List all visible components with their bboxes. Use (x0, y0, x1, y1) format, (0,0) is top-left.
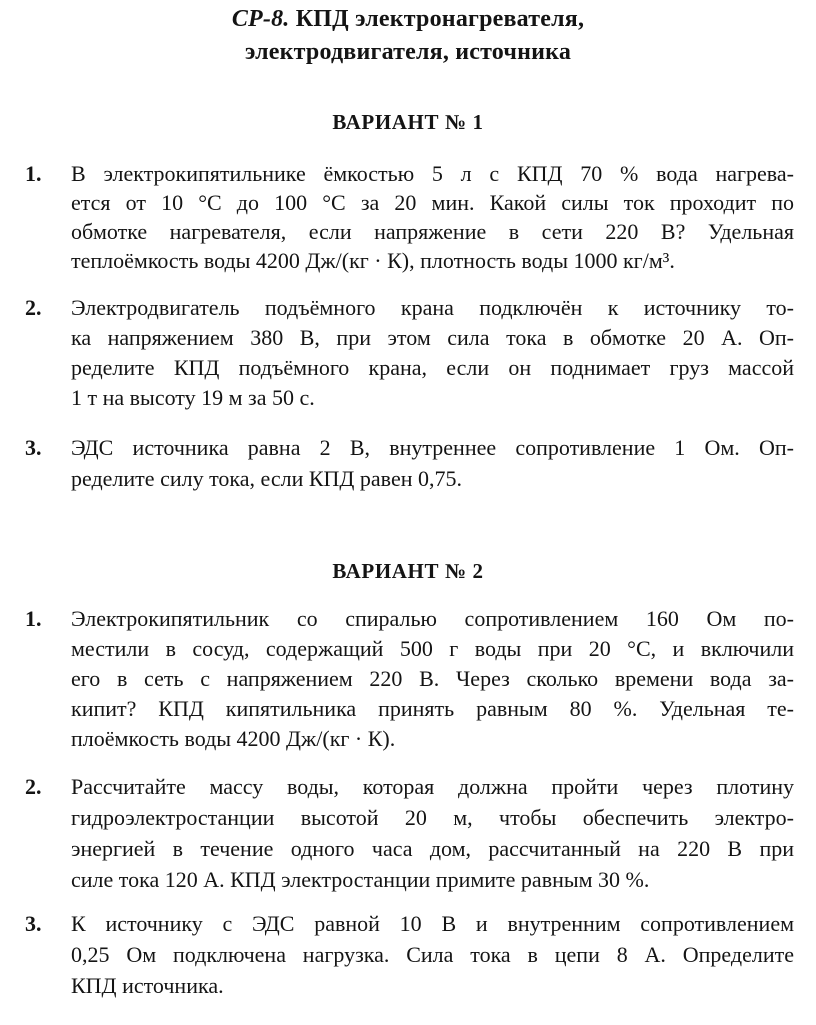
problem-text-line: энергией в течение одного часа дом, рассчитанный на 220 В при (71, 836, 794, 861)
problem-text-line: ка напряжением 380 В, при этом сила тока в обмотке 20 А. Оп- (71, 325, 794, 350)
problem-text-line: кипит? КПД кипятильника принять равным 80 %. Удельная те- (71, 696, 794, 721)
problem-text-line: его в сеть с напряжением 220 В. Через сколько времени вода за- (71, 666, 794, 691)
problem-text-line: теплоёмкость воды 4200 Дж/(кг · К), плотность воды 1000 кг/м³. (71, 248, 675, 273)
problem-text-line: ется от 10 °С до 100 °С за 20 мин. Какой силы ток проходит по (71, 190, 794, 215)
problem-text-line: ЭДС источника равна 2 В, внутреннее сопротивление 1 Ом. Оп- (71, 435, 794, 460)
variant-heading-1: ВАРИАНТ № 1 (332, 110, 484, 134)
problem-text-line: плоёмкость воды 4200 Дж/(кг · К). (71, 726, 396, 751)
problem-number: 1. (25, 161, 42, 186)
problem-text-line: В электрокипятильнике ёмкостью 5 л с КПД 70 % вода нагрева- (71, 161, 794, 186)
problem-text-line: обмотке нагревателя, если напряжение в сети 220 В? Удельная (71, 219, 794, 244)
problem-text-line: гидроэлектростанции высотой 20 м, чтобы обеспечить электро- (71, 805, 794, 830)
problem-text-line: силе тока 120 А. КПД электростанции примите равным 30 %. (71, 867, 650, 892)
problem-text-line: Электрокипятильник со спиралью сопротивлением 160 Ом по- (71, 606, 794, 631)
problem-text-line: ределите силу тока, если КПД равен 0,75. (71, 466, 462, 491)
worksheet-code: СР-8. (231, 6, 290, 32)
problem-text-line: 1 т на высоту 19 м за 50 с. (71, 385, 315, 410)
problem-number: 3. (25, 911, 42, 936)
problem-text-line: КПД источника. (71, 973, 224, 998)
variant-heading-2: ВАРИАНТ № 2 (332, 559, 484, 583)
problem-number: 2. (25, 774, 42, 799)
problem-number: 1. (25, 606, 42, 631)
problem-text-line: местили в сосуд, содержащий 500 г воды при 20 °С, и включили (71, 636, 794, 661)
worksheet-title (0, 4, 816, 35)
problem-text-line: 0,25 Ом подключена нагрузка. Сила тока в цепи 8 А. Определите (71, 942, 794, 967)
problem-number: 2. (25, 295, 42, 320)
problem-text-line: ределите КПД подъёмного крана, если он поднимает груз массой (71, 355, 794, 380)
worksheet-subtitle: электродвигателя, источника (244, 39, 572, 65)
problem-text-line: К источнику с ЭДС равной 10 В и внутренним сопротивлением (71, 911, 794, 936)
worksheet-title-text: КПД электронагревателя, (295, 6, 585, 32)
problem-text-line: Рассчитайте массу воды, которая должна пройти через плотину (71, 774, 794, 799)
problem-number: 3. (25, 435, 42, 460)
problem-text-line: Электродвигатель подъёмного крана подключён к источнику то- (71, 295, 794, 320)
